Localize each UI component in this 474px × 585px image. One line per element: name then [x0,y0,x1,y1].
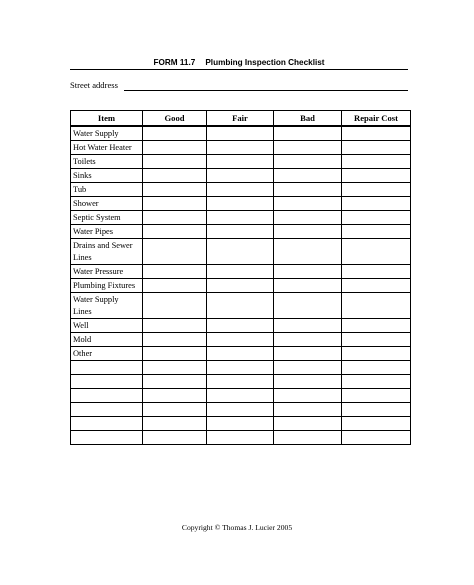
item-cell [71,183,143,197]
item-cell [71,225,143,239]
bad-cell[interactable] [274,183,342,197]
header-repair-cost: Repair Cost [342,111,411,127]
table-body [71,126,411,445]
table-row [71,225,411,239]
repair-cost-cell[interactable] [342,169,411,183]
repair-cost-cell[interactable] [342,389,411,403]
table-row [71,431,411,445]
item-cell [71,333,143,347]
fair-cell[interactable] [207,155,274,169]
item-label: Water Pipes [73,226,114,236]
good-cell[interactable] [143,141,207,155]
item-cell [71,279,143,293]
fair-cell[interactable] [207,333,274,347]
fair-cell[interactable] [207,375,274,389]
fair-cell[interactable] [207,197,274,211]
bad-cell[interactable] [274,333,342,347]
table-row [71,375,411,389]
good-cell[interactable] [143,225,207,239]
repair-cost-cell[interactable] [342,225,411,239]
item-cell [71,293,143,319]
repair-cost-cell[interactable] [342,417,411,431]
table-header-row [71,111,411,127]
table-row [71,239,411,265]
item-cell [71,197,143,211]
bad-cell[interactable] [274,265,342,279]
table-row [71,169,411,183]
item-cell [71,375,143,389]
item-label: Septic System [73,212,121,222]
repair-cost-cell[interactable] [342,431,411,445]
repair-cost-cell[interactable] [342,403,411,417]
fair-cell[interactable] [207,126,274,141]
bad-cell[interactable] [274,375,342,389]
fair-cell[interactable] [207,403,274,417]
bad-cell[interactable] [274,211,342,225]
good-cell[interactable] [143,319,207,333]
repair-cost-cell[interactable] [342,347,411,361]
item-label: Water Supply [73,128,119,138]
repair-cost-cell[interactable] [342,183,411,197]
table-row [71,403,411,417]
fair-cell[interactable] [207,265,274,279]
fair-cell[interactable] [207,431,274,445]
header-item: Item [71,111,143,127]
repair-cost-cell[interactable] [342,293,411,319]
item-label: Toilets [73,156,96,166]
copyright-notice: Copyright © Thomas J. Lucier 2005 [181,523,293,532]
item-label: Hot Water Heater [73,142,132,152]
good-cell[interactable] [143,183,207,197]
item-cell [71,361,143,375]
item-cell [71,141,143,155]
repair-cost-cell[interactable] [342,265,411,279]
item-label: Tub [73,184,87,194]
bad-cell[interactable] [274,403,342,417]
table-row [71,279,411,293]
fair-cell[interactable] [207,279,274,293]
bad-cell[interactable] [274,126,342,141]
item-cell [71,169,143,183]
form-name: Plumbing Inspection Checklist [205,58,325,67]
good-cell[interactable] [143,333,207,347]
fair-cell[interactable] [207,293,274,319]
bad-cell[interactable] [274,347,342,361]
good-cell[interactable] [143,155,207,169]
fair-cell[interactable] [207,347,274,361]
item-cell [71,155,143,169]
good-cell[interactable] [143,197,207,211]
good-cell[interactable] [143,431,207,445]
repair-cost-cell[interactable] [342,141,411,155]
good-cell[interactable] [143,375,207,389]
repair-cost-cell[interactable] [342,279,411,293]
item-label: Plumbing Fixtures [73,280,136,290]
repair-cost-cell[interactable] [342,333,411,347]
item-label: Other [73,348,93,358]
item-label: Water Supply [73,294,119,304]
fair-cell[interactable] [207,169,274,183]
item-cell [71,417,143,431]
good-cell[interactable] [143,347,207,361]
title-divider [70,69,408,70]
repair-cost-cell[interactable] [342,126,411,141]
item-cell [71,347,143,361]
fair-cell[interactable] [207,417,274,431]
table-row [71,197,411,211]
repair-cost-cell[interactable] [342,361,411,375]
table-row [71,141,411,155]
item-cell [71,431,143,445]
item-label: Sinks [73,170,92,180]
good-cell[interactable] [143,239,207,265]
item-label: Shower [73,198,99,208]
fair-cell[interactable] [207,389,274,403]
bad-cell[interactable] [274,239,342,265]
table-row [71,333,411,347]
table-row [71,211,411,225]
table-row [71,265,411,279]
good-cell[interactable] [143,265,207,279]
item-cell [71,211,143,225]
good-cell[interactable] [143,279,207,293]
good-cell[interactable] [143,417,207,431]
fair-cell[interactable] [207,239,274,265]
item-cell [71,265,143,279]
bad-cell[interactable] [274,293,342,319]
table-row [71,183,411,197]
repair-cost-cell[interactable] [342,239,411,265]
good-cell[interactable] [143,126,207,141]
good-cell[interactable] [143,293,207,319]
item-label: Mold [73,334,92,344]
repair-cost-cell[interactable] [342,375,411,389]
table-row [71,126,411,141]
fair-cell[interactable] [207,361,274,375]
table-row [71,155,411,169]
fair-cell[interactable] [207,211,274,225]
inspection-table [70,110,411,445]
street-address-label: Street address [70,80,118,90]
good-cell[interactable] [143,211,207,225]
table-row [71,293,411,319]
item-label: Drains and Sewer [73,240,133,250]
bad-cell[interactable] [274,319,342,333]
item-label: Water Pressure [73,266,124,276]
item-cell [71,126,143,141]
fair-cell[interactable] [207,225,274,239]
header-bad: Bad [274,111,342,127]
repair-cost-cell[interactable] [342,211,411,225]
item-label-continued: Lines [73,252,92,262]
bad-cell[interactable] [274,431,342,445]
bad-cell[interactable] [274,155,342,169]
bad-cell[interactable] [274,141,342,155]
fair-cell[interactable] [207,141,274,155]
table-row [71,417,411,431]
header-fair: Fair [207,111,274,127]
repair-cost-cell[interactable] [342,319,411,333]
form-title [70,58,408,67]
bad-cell[interactable] [274,197,342,211]
item-cell [71,403,143,417]
header-good: Good [143,111,207,127]
bad-cell[interactable] [274,417,342,431]
bad-cell[interactable] [274,361,342,375]
good-cell[interactable] [143,361,207,375]
bad-cell[interactable] [274,169,342,183]
item-label-continued: Lines [73,306,92,316]
good-cell[interactable] [143,389,207,403]
form-number: FORM 11.7 [153,58,196,67]
fair-cell[interactable] [207,319,274,333]
fair-cell[interactable] [207,183,274,197]
good-cell[interactable] [143,169,207,183]
repair-cost-cell[interactable] [342,197,411,211]
street-address-field[interactable] [124,90,408,91]
table-row [71,319,411,333]
item-cell [71,389,143,403]
table-row [71,389,411,403]
bad-cell[interactable] [274,279,342,293]
bad-cell[interactable] [274,225,342,239]
table-row [71,361,411,375]
bad-cell[interactable] [274,389,342,403]
item-label: Well [73,320,89,330]
repair-cost-cell[interactable] [342,155,411,169]
table-row [71,347,411,361]
good-cell[interactable] [143,403,207,417]
item-cell [71,239,143,265]
item-cell [71,319,143,333]
